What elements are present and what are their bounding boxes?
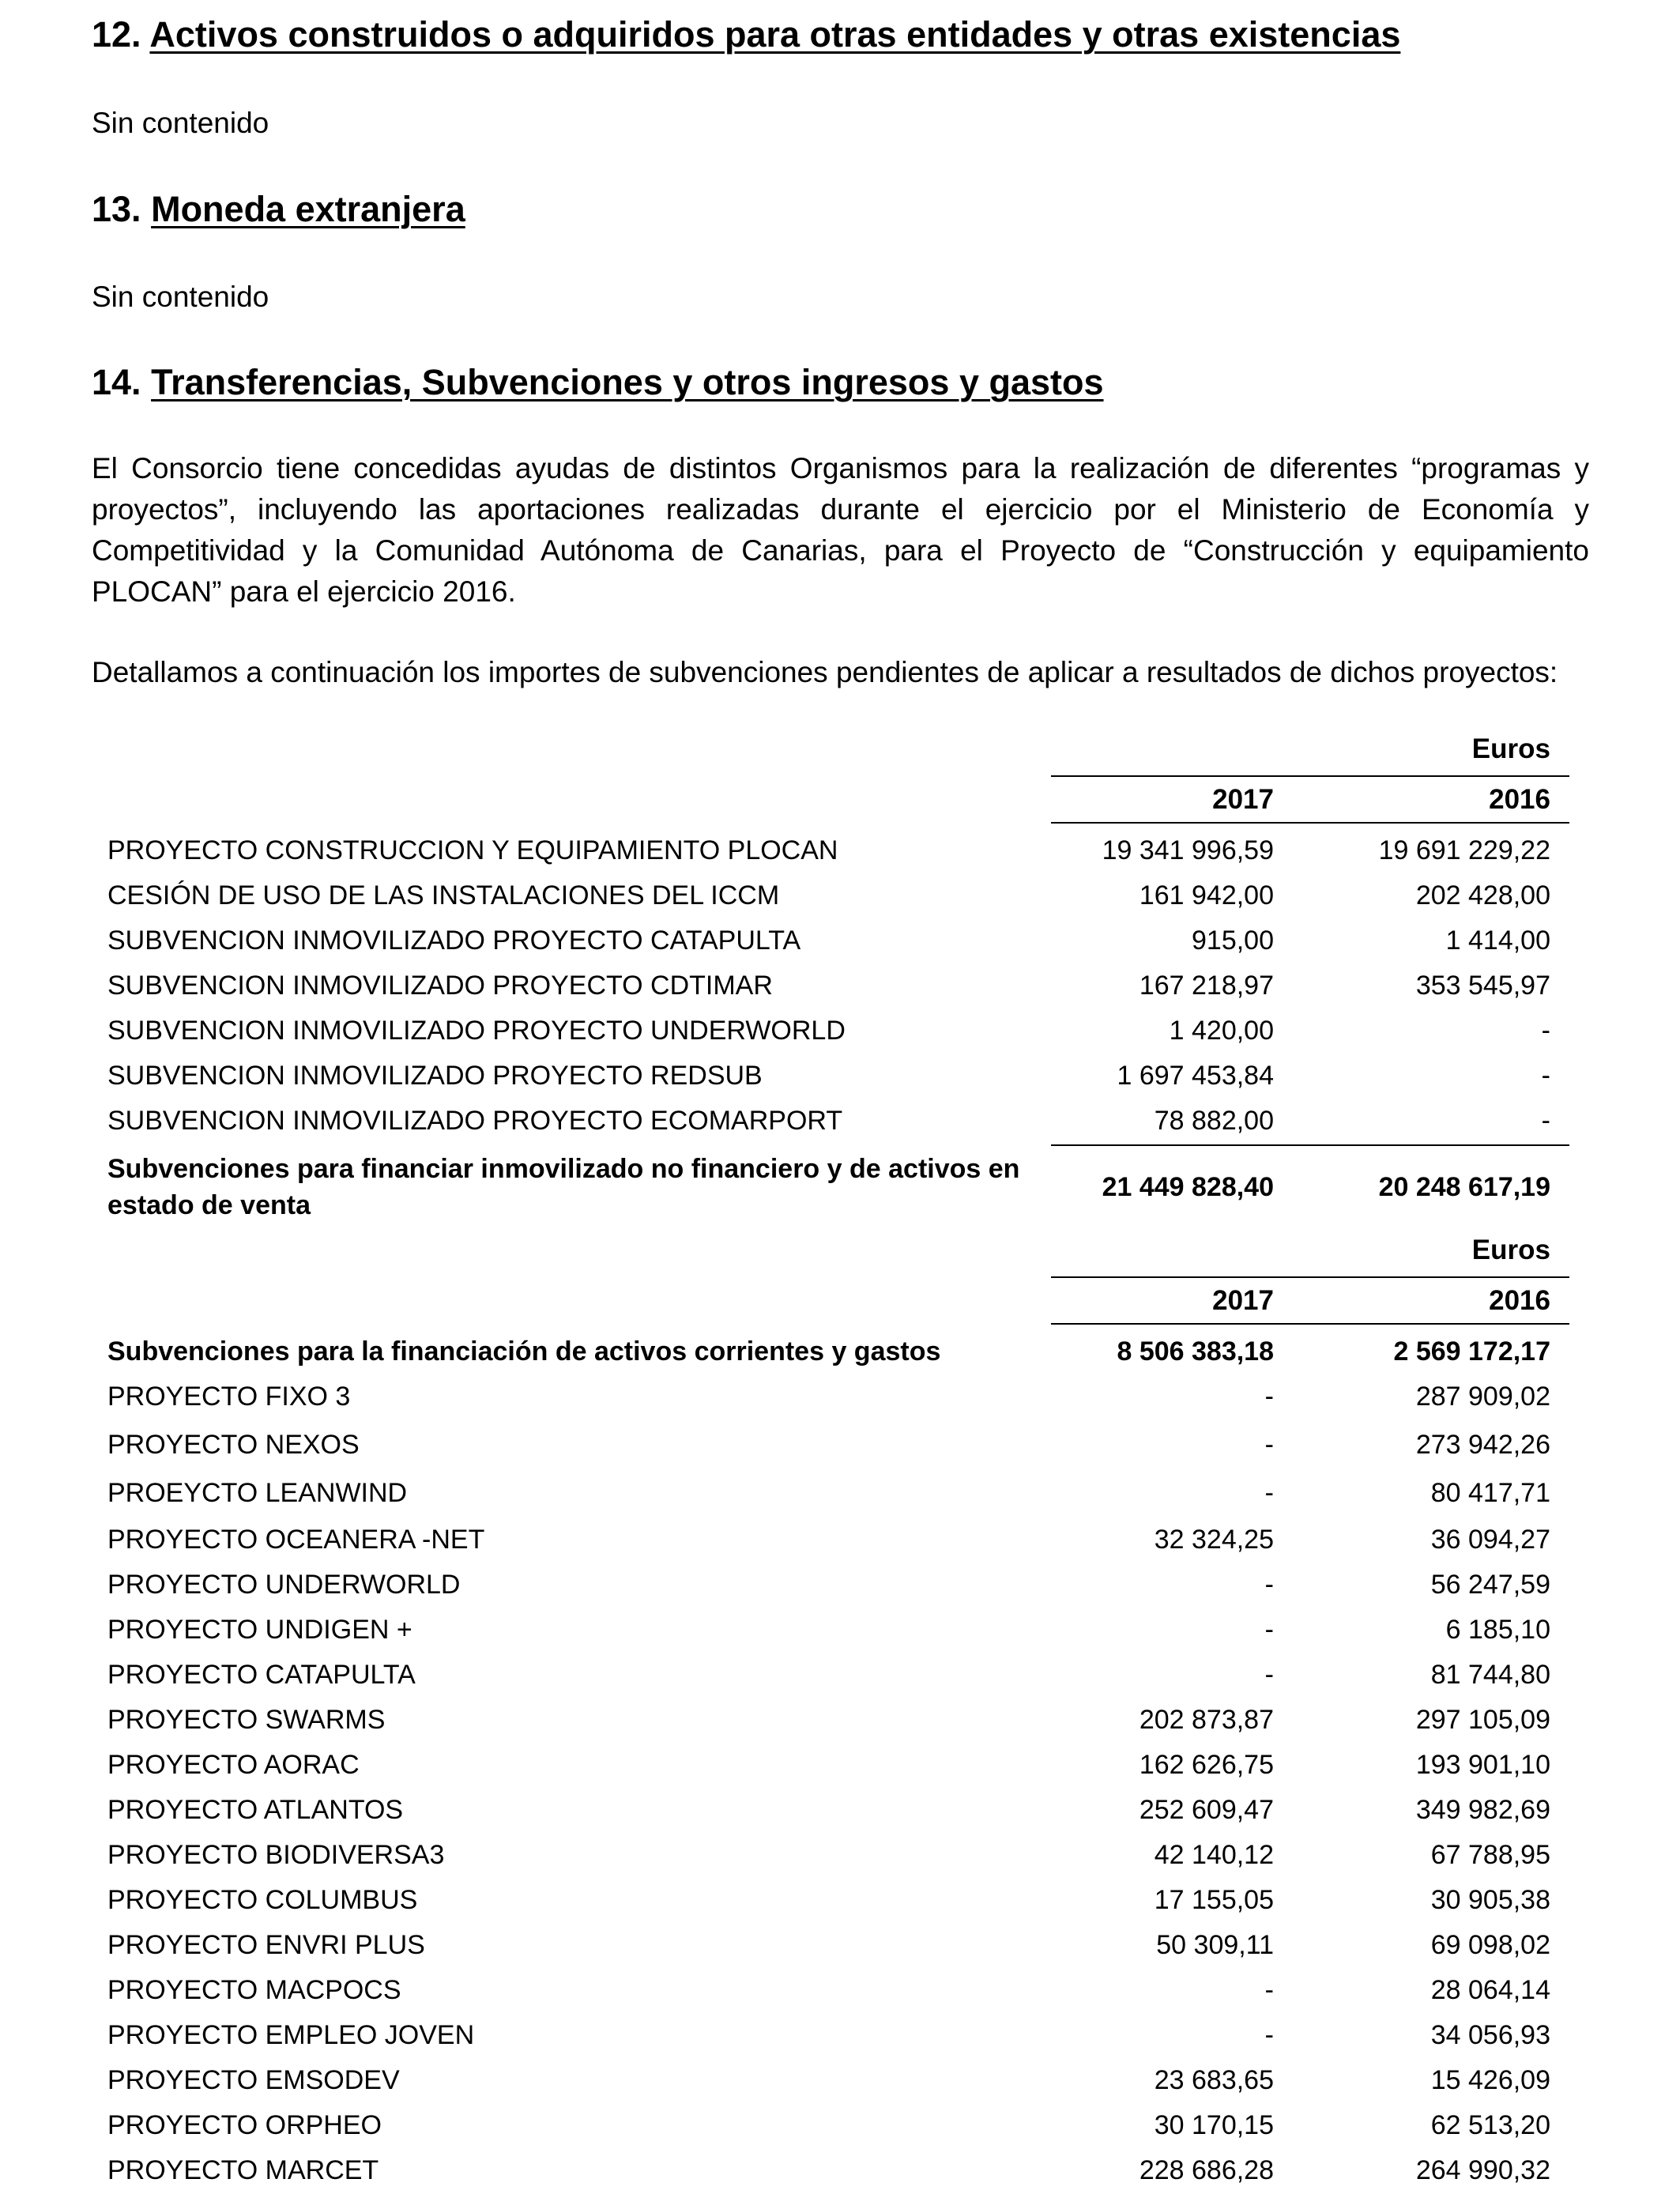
row-value-2016: 80 417,71 — [1430, 1478, 1550, 1508]
row-value-2016: 273 942,26 — [1415, 1430, 1550, 1460]
row-value-2017: 17 155,05 — [1154, 1885, 1274, 1915]
row-value-2017: 1 697 453,84 — [1117, 1061, 1274, 1091]
table-row — [0, 1471, 1680, 1516]
row-value-2016: 34 056,93 — [1430, 2020, 1550, 2050]
table-1-total-rule — [1051, 1144, 1569, 1146]
row-value-2017: - — [1264, 1382, 1274, 1412]
row-label: PROYECTO ENVRI PLUS — [107, 1930, 425, 1960]
table-2-unit: Euros — [1471, 1235, 1550, 1265]
row-value-2016: 264 990,32 — [1415, 2155, 1550, 2185]
row-value-2017: 161 942,00 — [1139, 880, 1274, 910]
row-value-2017: 202 873,87 — [1139, 1705, 1274, 1735]
row-value-2016: 297 105,09 — [1415, 1705, 1550, 1735]
row-value-2017: - — [1264, 2020, 1274, 2050]
section-14-number: 14. — [92, 362, 141, 402]
row-value-2017: 252 609,47 — [1139, 1795, 1274, 1825]
table-row — [0, 2058, 1680, 2103]
row-value-2017: - — [1264, 1430, 1274, 1460]
row-value-2016: 202 428,00 — [1415, 880, 1550, 910]
row-value-2017: 915,00 — [1192, 925, 1274, 956]
row-value-2016: 67 788,95 — [1430, 1840, 1550, 1870]
table-row — [0, 1054, 1680, 1099]
row-label: PROYECTO SWARMS — [107, 1705, 386, 1735]
table-row — [0, 1608, 1680, 1653]
table-1-header-rule — [1051, 775, 1569, 777]
table-1-year-2017: 2017 — [1212, 784, 1274, 815]
row-value-2016: 353 545,97 — [1415, 971, 1550, 1001]
table-row — [0, 1698, 1680, 1743]
table-2-year-2016: 2016 — [1489, 1285, 1550, 1316]
table-row — [0, 2013, 1680, 2058]
row-label: PROYECTO ATLANTOS — [107, 1795, 404, 1825]
table-row — [0, 1563, 1680, 1608]
section-13-heading — [92, 187, 465, 232]
total-value-2016: 20 248 617,19 — [1378, 1172, 1550, 1202]
row-label: PROYECTO NEXOS — [107, 1430, 360, 1460]
row-value-2016: 56 247,59 — [1430, 1570, 1550, 1600]
table-2-year-rule — [1051, 1323, 1569, 1325]
row-label: CESIÓN DE USO DE LAS INSTALACIONES DEL ICCM — [107, 880, 780, 910]
row-value-2016: - — [1541, 1016, 1550, 1046]
section-12-number: 12. — [92, 14, 141, 55]
row-label: PROYECTO UNDIGEN + — [107, 1615, 412, 1645]
table-row — [0, 1517, 1680, 1563]
row-value-2017: - — [1264, 1660, 1274, 1690]
row-value-2017: 1 420,00 — [1169, 1016, 1274, 1046]
row-value-2017: 78 882,00 — [1154, 1106, 1274, 1136]
table-row — [0, 2103, 1680, 2148]
row-value-2016: 28 064,14 — [1430, 1975, 1550, 2005]
row-value-2017: 23 683,65 — [1154, 2065, 1274, 2095]
row-label: PROYECTO BIODIVERSA3 — [107, 1840, 445, 1870]
section-14-paragraph-2: Detallamos a continuación los importes de subvenciones pendientes de aplicar a resultados de dichos proyectos: — [92, 656, 1558, 688]
section-13-number: 13. — [92, 189, 141, 229]
row-value-2016: 287 909,02 — [1415, 1382, 1550, 1412]
table-1-unit: Euros — [1471, 733, 1550, 764]
row-label: PROYECTO CONSTRUCCION Y EQUIPAMIENTO PLOCAN — [107, 835, 838, 865]
row-label: PROYECTO MARCET — [107, 2155, 379, 2185]
row-value-2017: 162 626,75 — [1139, 1750, 1274, 1780]
total-value-2016: 2 569 172,17 — [1393, 1336, 1550, 1367]
row-value-2017: 30 170,15 — [1154, 2110, 1274, 2140]
table-row — [0, 1374, 1680, 1419]
row-label: SUBVENCION INMOVILIZADO PROYECTO ECOMARPORT — [107, 1106, 843, 1136]
row-value-2017: 19 341 996,59 — [1102, 835, 1274, 865]
row-value-2017: - — [1264, 1478, 1274, 1508]
table-2-header-rule — [1051, 1276, 1569, 1278]
row-label: PROYECTO MACPOCS — [107, 1975, 401, 2005]
table-row — [0, 1008, 1680, 1054]
row-value-2016: 81 744,80 — [1430, 1660, 1550, 1690]
row-value-2016: 19 691 229,22 — [1378, 835, 1550, 865]
row-value-2017: 50 309,11 — [1156, 1930, 1274, 1960]
row-label: PROEYCTO LEANWIND — [107, 1478, 408, 1508]
row-label: SUBVENCION INMOVILIZADO PROYECTO UNDERWORLD — [107, 1016, 846, 1046]
row-value-2017: - — [1264, 1975, 1274, 2005]
row-value-2017: - — [1264, 1570, 1274, 1600]
section-12-title: Activos construidos o adquiridos para otras entidades y otras existencias — [149, 14, 1401, 55]
section-13-body: Sin contenido — [92, 281, 269, 313]
table-total-row — [0, 1329, 1680, 1374]
section-14-heading — [92, 360, 1104, 405]
table-row — [0, 1099, 1680, 1144]
table-row — [0, 1968, 1680, 2013]
total-value-2017: 8 506 383,18 — [1117, 1336, 1274, 1367]
row-value-2017: 42 140,12 — [1154, 1840, 1274, 1870]
row-label: PROYECTO OCEANERA -NET — [107, 1525, 485, 1555]
table-row — [0, 1788, 1680, 1833]
row-value-2016: 69 098,02 — [1430, 1930, 1550, 1960]
row-label: PROYECTO UNDERWORLD — [107, 1570, 461, 1600]
total-value-2017: 21 449 828,40 — [1102, 1172, 1274, 1202]
section-12-body: Sin contenido — [92, 107, 269, 139]
row-value-2016: 349 982,69 — [1415, 1795, 1550, 1825]
table-row — [0, 1423, 1680, 1468]
row-value-2017: 32 324,25 — [1154, 1525, 1274, 1555]
row-label: PROYECTO CATAPULTA — [107, 1660, 416, 1690]
section-14-paragraph-1: El Consorcio tiene concedidas ayudas de distintos Organismos para la realización de diferentes “programas y proyectos”, incluyendo las aportaciones realizadas durante el ejercicio por el Ministerio de Economía y Competitividad y la Comunidad Autónoma de Canarias, para el Proyecto de “Construcción y equipamiento PLOCAN” para el ejercicio 2016. — [92, 452, 1589, 608]
row-label: PROYECTO COLUMBUS — [107, 1885, 418, 1915]
section-12-heading — [92, 13, 1400, 57]
table-1-year-rule — [1051, 822, 1569, 824]
total-label: Subvenciones para financiar inmovilizado no financiero y de activos en estado de venta — [107, 1154, 1020, 1220]
row-value-2017: 167 218,97 — [1139, 971, 1274, 1001]
row-value-2016: 15 426,09 — [1430, 2065, 1550, 2095]
row-label: SUBVENCION INMOVILIZADO PROYECTO CDTIMAR — [107, 971, 773, 1001]
table-row — [0, 2148, 1680, 2193]
row-label: PROYECTO EMPLEO JOVEN — [107, 2020, 475, 2050]
table-1-year-2016: 2016 — [1489, 784, 1550, 815]
row-value-2016: 36 094,27 — [1430, 1525, 1550, 1555]
row-value-2016: 62 513,20 — [1430, 2110, 1550, 2140]
row-value-2016: - — [1541, 1061, 1550, 1091]
row-value-2017: 228 686,28 — [1139, 2155, 1274, 2185]
table-2-year-2017: 2017 — [1212, 1285, 1274, 1316]
table-row — [0, 1833, 1680, 1878]
table-row — [0, 828, 1680, 873]
table-total-row — [0, 1148, 1680, 1227]
table-row — [0, 1923, 1680, 1968]
row-value-2016: 1 414,00 — [1445, 925, 1550, 956]
section-13-title: Moneda extranjera — [151, 189, 465, 229]
row-label: PROYECTO ORPHEO — [107, 2110, 382, 2140]
table-row — [0, 1878, 1680, 1923]
table-row — [0, 918, 1680, 963]
row-value-2016: - — [1541, 1106, 1550, 1136]
table-row — [0, 1653, 1680, 1698]
row-label: PROYECTO FIXO 3 — [107, 1382, 351, 1412]
row-value-2017: - — [1264, 1615, 1274, 1645]
total-label: Subvenciones para la financiación de activos corrientes y gastos — [107, 1336, 941, 1367]
row-label: SUBVENCION INMOVILIZADO PROYECTO CATAPULTA — [107, 925, 801, 956]
table-row — [0, 873, 1680, 918]
row-label: PROYECTO EMSODEV — [107, 2065, 400, 2095]
row-label: SUBVENCION INMOVILIZADO PROYECTO REDSUB — [107, 1061, 763, 1091]
row-value-2016: 30 905,38 — [1430, 1885, 1550, 1915]
row-value-2016: 6 185,10 — [1445, 1615, 1550, 1645]
row-value-2016: 193 901,10 — [1415, 1750, 1550, 1780]
row-label: PROYECTO AORAC — [107, 1750, 360, 1780]
section-14-title: Transferencias, Subvenciones y otros ingresos y gastos — [151, 362, 1104, 402]
table-row — [0, 1743, 1680, 1788]
table-row — [0, 963, 1680, 1008]
